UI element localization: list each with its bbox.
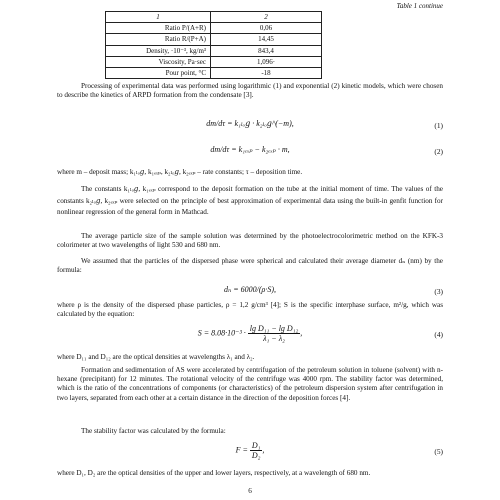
table-cell-label: Ratio P/(A+R) — [106, 23, 211, 34]
table-cell-label: Viscosity, Pa·sec — [106, 56, 211, 67]
table-header-cell: 1 — [106, 12, 211, 23]
paragraph-stability-intro: The stability factor was calculated by the formula: — [81, 427, 226, 435]
equation-1 — [57, 116, 443, 136]
equation-5-lead: F = — [235, 445, 248, 455]
paragraph-kinetic-models: Processing of experimental data was performed using logarithmic (1) and exponential (2) kinetic models, which were chosen to describe the kinetics of ARPD formation from the condensate [3]. — [57, 82, 443, 100]
equation-4-denominator: λ₁ − λ₂ — [263, 334, 285, 343]
table-cell-value: -18 — [211, 67, 322, 78]
equation-4-formula — [57, 324, 443, 343]
table-cell-label: Pour point, °C — [106, 67, 211, 78]
table-header-row — [106, 12, 322, 23]
equation-5-denominator: D₂ — [251, 451, 261, 460]
paragraph-where-mass: where m – deposit mass; k₁ₗₒ𝑔, k₁ₑₓₚ, k₂ₗₒ𝑔, k₂ₑₓₚ – rate constants; τ – deposition time. — [57, 168, 303, 176]
page-number: 6 — [248, 487, 252, 495]
paragraph-density-definition: where ρ is the density of the dispersed phase particles, ρ = 1,2 g/cm³ [4]; S is the specific interphase surface, m²/g, which was calculated by the equation: — [57, 301, 443, 319]
table-row — [106, 67, 322, 78]
table-cell-value: 14,45 — [211, 34, 322, 45]
equation-3-number: (3) — [434, 287, 443, 296]
equation-5 — [57, 439, 443, 465]
properties-table — [105, 11, 322, 79]
equation-1-formula: dm/dτ = k₁ₗₒ𝑔 · k₂ₗₒ𝑔^(−m), — [206, 119, 294, 128]
equation-4-lead: S = 8.08·10⁻³ · — [197, 328, 246, 338]
document-page — [57, 0, 443, 500]
equation-5-fraction — [250, 441, 263, 460]
equation-5-tail: , — [262, 445, 265, 455]
table-row — [106, 23, 322, 34]
table-cell-value: 0,06 — [211, 23, 322, 34]
table-header-cell: 2 — [211, 12, 322, 23]
table-cell-value: 843,4 — [211, 45, 322, 56]
paragraph-spherical: We assumed that the particles of the dispersed phase were spherical and calculated their average diameter dₙ (nm) by the formula: — [57, 257, 443, 275]
table-cell-value: 1,096· — [211, 56, 322, 67]
equation-2-formula: dm/dτ = k₁ₑₓₚ − k₂ₑₓₚ · m, — [210, 145, 290, 154]
equation-4-number: (4) — [434, 330, 443, 339]
equation-2-number: (2) — [434, 147, 443, 156]
table-cell-label: Density, ·10⁻³, kg/m³ — [106, 45, 211, 56]
table-caption: Table 1 continue — [396, 2, 443, 10]
paragraph-centrifugation: Formation and sedimentation of AS were accelerated by centrifugation of the petroleum solution in toluene (solvent) with n-hexane (precipitant) for 12 minutes. The rotational velocity of the centrifuge was 4000 rpm. The stability factor was determined, which is the ratio of the concentrations of components (or characteristics) of the petroleum dispersion system after centrifugation in two layers, separated from each other at a certain distance in the direction of the deposition forces [4]. — [57, 366, 443, 402]
equation-5-formula — [57, 441, 443, 460]
equation-2 — [57, 142, 443, 162]
table-row — [106, 45, 322, 56]
equation-3 — [57, 282, 443, 302]
table-row — [106, 34, 322, 45]
equation-4-fraction — [248, 324, 301, 343]
table-cell-label: Ratio R/(P+A) — [106, 34, 211, 45]
equation-4 — [57, 322, 443, 348]
paragraph-constants: The constants k₁ₗₒ𝑔, k₁ₑₓₚ correspond to the deposit formation on the tube at the initial moment of time. The values of the constants k₂ₗₒ𝑔, k₂ₑₓₚ were selected on the principle of best approximation of experimental data using the built-in genfit function for nonlinear regression of the general form in Mathcad. — [57, 185, 443, 217]
equation-1-number: (1) — [434, 121, 443, 130]
paragraph-particle-size: The average particle size of the sample solution was determined by the photoelectrocolorimetric method on the KFK-3 colorimeter at two wavelengths of light 530 and 680 nm. — [57, 232, 443, 250]
equation-4-numerator: lg D₁₁ − lg D₁₂ — [249, 324, 299, 333]
paragraph-upper-lower-layers: where D₁, D₂ are the optical densities of the upper and lower layers, respectively, at a wavelength of 680 nm. — [57, 469, 371, 477]
paragraph-optical-densities: where D₁₁ and D₁₂ are the optical densities at wavelengths λ₁ and λ₂. — [57, 353, 255, 361]
equation-5-numerator: D₁ — [251, 441, 261, 450]
table-row — [106, 56, 322, 67]
equation-5-number: (5) — [434, 447, 443, 456]
equation-4-tail: , — [300, 328, 303, 338]
equation-3-formula: dₙ = 6000/(ρ·S), — [223, 285, 277, 294]
